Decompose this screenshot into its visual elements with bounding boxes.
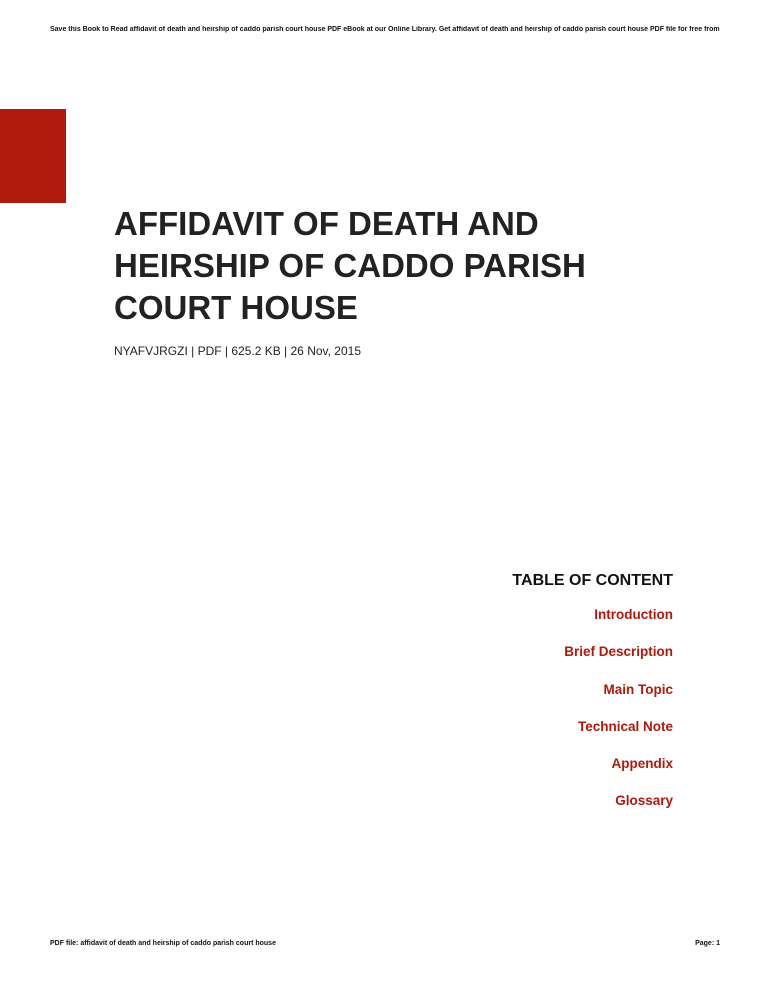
toc-item-glossary[interactable]: Glossary: [615, 793, 673, 809]
toc-list: [512, 606, 673, 810]
document-meta: NYAFVJRGZI | PDF | 625.2 KB | 26 Nov, 2015: [114, 344, 362, 358]
top-banner: Save this Book to Read affidavit of death and heirship of caddo parish court house PDF eBook at our Online Library. Get affidavit of death and heirship of caddo parish court house PDF file for free from: [50, 26, 720, 33]
toc-item-brief-description[interactable]: Brief Description: [564, 644, 673, 660]
toc-item-technical-note[interactable]: Technical Note: [577, 718, 673, 734]
document-title: AFFIDAVIT OF DEATH AND HEIRSHIP OF CADDO PARISH COURT HOUSE: [114, 205, 586, 326]
footer-file-label: PDF file: affidavit of death and heirship of caddo parish court house: [50, 940, 276, 947]
toc-item-introduction[interactable]: Introduction: [594, 607, 673, 622]
red-accent-block: [0, 109, 66, 203]
table-of-contents: [512, 571, 673, 830]
toc-item-main-topic[interactable]: Main Topic: [603, 681, 673, 697]
footer-page-number: Page: 1: [695, 940, 720, 947]
toc-item-appendix[interactable]: Appendix: [611, 756, 673, 772]
toc-heading: TABLE OF CONTENT: [512, 572, 673, 589]
